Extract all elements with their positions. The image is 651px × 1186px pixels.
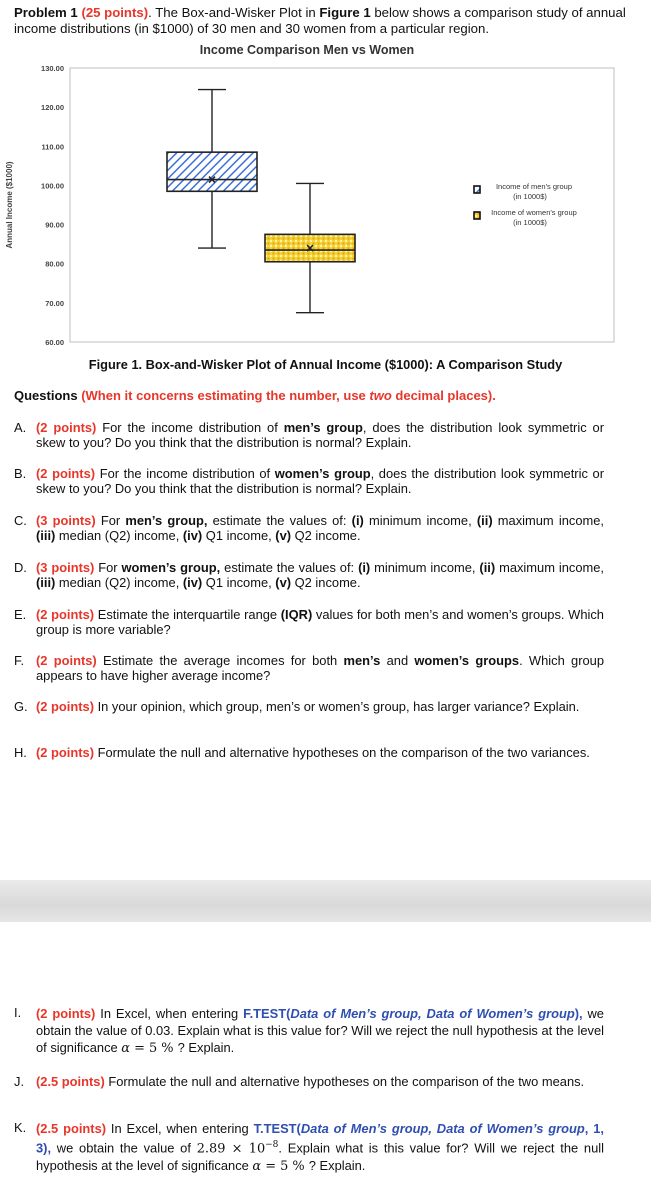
question-g xyxy=(14,699,604,714)
question-emphasis: (IQR) xyxy=(280,607,313,622)
question-text: For xyxy=(95,513,126,528)
question-text: For the income distribution of xyxy=(96,420,284,435)
problem-intro xyxy=(14,5,639,36)
question-f xyxy=(14,653,604,683)
question-text: median (Q2) income, xyxy=(55,575,183,590)
question-text: In Excel, when entering xyxy=(106,1121,254,1136)
question-text: minimum income, xyxy=(363,513,477,528)
question-emphasis: women’s groups xyxy=(414,653,520,668)
question-text: minimum income, xyxy=(370,560,480,575)
question-text: estimate the values of: xyxy=(207,513,352,528)
question-letter: I. xyxy=(14,1005,22,1020)
question-letter: F. xyxy=(14,653,25,668)
question-points: (2.5 points) xyxy=(36,1074,105,1089)
excel-function: F.TEST(Data of Men’s group, Data of Women’s group), xyxy=(243,1006,583,1021)
y-tick-label: 100.00 xyxy=(41,181,64,191)
question-text: In Excel, when entering xyxy=(95,1006,244,1021)
question-text: we obtain the value of 0.03. Explain what is this value for? Will we reject the null hypothesis at the level of significance xyxy=(36,1006,604,1055)
question-points: (2 points) xyxy=(36,420,97,435)
question-points: (3 points) xyxy=(36,513,96,528)
question-text: ? Explain. xyxy=(177,1040,235,1055)
question-text: ? Explain. xyxy=(308,1158,366,1174)
question-letter: G. xyxy=(14,699,28,714)
question-j xyxy=(14,1074,604,1089)
y-tick-label: 130.00 xyxy=(41,64,64,73)
page-separator xyxy=(0,880,651,922)
p-value-exponent: −8 xyxy=(265,1140,279,1150)
question-text: For xyxy=(94,560,122,575)
item-marker: (ii) xyxy=(476,513,493,528)
y-tick-label: 60.00 xyxy=(45,338,64,347)
figure-caption: Figure 1. Box-and-Wisker Plot of Annual Income ($1000): A Comparison Study xyxy=(88,357,563,372)
iqr-box xyxy=(167,152,257,191)
question-a xyxy=(14,420,604,450)
question-h xyxy=(14,745,604,760)
question-text: Estimate the interquartile range xyxy=(94,607,281,622)
questions-note: (When it concerns estimating the number, use two decimal places). xyxy=(81,388,496,403)
question-points: (2 points) xyxy=(36,607,95,622)
item-marker: (ii) xyxy=(479,560,496,575)
question-b xyxy=(14,466,604,496)
plot-area xyxy=(70,68,614,342)
question-text: and xyxy=(380,653,415,668)
questions-header xyxy=(14,388,496,403)
intro-text-a: . The Box-and-Wisker Plot in xyxy=(148,5,320,20)
item-marker: (iv) xyxy=(182,528,203,543)
alpha-symbol: α xyxy=(252,1159,262,1175)
question-text: In your opinion, which group, men’s or women’s group, has larger variance? Explain. xyxy=(94,699,580,714)
legend-swatch xyxy=(474,212,480,219)
y-tick-label: 70.00 xyxy=(45,298,64,308)
question-text: Q2 income. xyxy=(291,575,361,590)
y-tick-label: 110.00 xyxy=(41,142,64,152)
problem-points: (25 points) xyxy=(81,5,149,20)
legend-label: Income of men's group xyxy=(495,182,573,191)
page-2 xyxy=(0,922,651,1186)
question-text: median (Q2) income, xyxy=(55,528,183,543)
question-text: Q1 income, xyxy=(202,528,276,543)
question-emphasis: men’s group xyxy=(283,420,363,435)
question-text: we obtain the value of xyxy=(51,1140,197,1156)
question-letter: J. xyxy=(14,1074,25,1089)
question-text: Estimate the average incomes for both xyxy=(96,653,344,668)
question-text: maximum income, xyxy=(495,560,604,575)
question-text: Formulate the null and alternative hypotheses on the comparison of the two variances. xyxy=(94,745,590,760)
legend-label: Income of women's group xyxy=(491,208,577,217)
question-c xyxy=(14,513,604,543)
questions-label: Questions xyxy=(14,388,82,403)
legend-label-unit: (in 1000$) xyxy=(513,192,547,201)
y-tick-label: 90.00 xyxy=(45,220,64,230)
question-points: (2 points) xyxy=(36,745,95,760)
problem-title: Problem 1 xyxy=(14,5,78,20)
item-marker: (v) xyxy=(275,575,292,590)
p-value: 2.89 × 10 xyxy=(196,1141,266,1157)
question-letter: B. xyxy=(14,466,27,481)
question-e xyxy=(14,607,604,637)
excel-function: T.TEST(Data of Men’s group, Data of Women’s group, 1, 3), xyxy=(36,1121,604,1156)
question-points: (2 points) xyxy=(36,466,96,481)
item-marker: (iii) xyxy=(36,575,56,590)
question-text: , does the distribution look symmetric or skew to you? Do you think that the distribution is normal? Explain. xyxy=(36,466,605,496)
question-letter: E. xyxy=(14,607,27,622)
question-text: Q1 income, xyxy=(202,575,276,590)
significance-value: = 5 % xyxy=(261,1159,309,1175)
question-text: . Which group appears to have higher average income? xyxy=(36,653,605,683)
legend-swatch xyxy=(474,186,480,193)
y-tick-label: 80.00 xyxy=(45,259,64,269)
question-text: . Explain what is this value for? Will we reject the null hypothesis at the level of significance xyxy=(36,1140,604,1174)
question-text: estimate the values of: xyxy=(220,560,359,575)
question-points: (2 points) xyxy=(36,699,95,714)
item-marker: (i) xyxy=(351,513,364,528)
question-emphasis: women’s group, xyxy=(121,560,221,575)
question-i xyxy=(14,1005,604,1057)
question-text: values for both men’s and women’s groups. Which group is more variable? xyxy=(36,607,604,637)
question-emphasis: men’s group, xyxy=(125,513,208,528)
question-text: maximum income, xyxy=(492,513,605,528)
legend-label-unit: (in 1000$) xyxy=(513,218,547,227)
question-k xyxy=(14,1120,604,1175)
question-emphasis: women’s group xyxy=(274,466,371,481)
question-letter: A. xyxy=(14,420,27,435)
question-points: (2.5 points) xyxy=(36,1121,107,1136)
question-points: (2 points) xyxy=(36,1006,96,1021)
y-axis-label: Annual Income ($1000) xyxy=(5,161,14,249)
question-points: (3 points) xyxy=(36,560,95,575)
question-text: For the income distribution of xyxy=(95,466,275,481)
significance-value: = 5 % xyxy=(130,1041,178,1056)
intro-text-b: below shows a comparison study of annual income distributions (in $1000) of 30 men and 30 women from a particular region. xyxy=(14,5,626,36)
question-letter: D. xyxy=(14,560,27,575)
chart-title: Income Comparison Men vs Women xyxy=(199,43,415,57)
question-points: (2 points) xyxy=(36,653,97,668)
box-plot-chart xyxy=(0,40,651,352)
question-letter: H. xyxy=(14,745,27,760)
alpha-symbol: α xyxy=(121,1041,130,1056)
question-text: Q2 income. xyxy=(291,528,361,543)
question-emphasis: men’s xyxy=(343,653,381,668)
figure-reference: Figure 1 xyxy=(319,5,371,20)
question-text: , does the distribution look symmetric or skew to you? Do you think that the distribution is normal? Explain. xyxy=(36,420,605,450)
question-letter: K. xyxy=(14,1120,27,1135)
question-d xyxy=(14,560,604,590)
item-marker: (v) xyxy=(275,528,292,543)
y-tick-label: 120.00 xyxy=(41,103,64,113)
question-letter: C. xyxy=(14,513,27,528)
item-marker: (i) xyxy=(358,560,371,575)
item-marker: (iv) xyxy=(182,575,203,590)
item-marker: (iii) xyxy=(36,528,56,543)
question-text: Formulate the null and alternative hypotheses on the comparison of the two means. xyxy=(104,1074,585,1089)
